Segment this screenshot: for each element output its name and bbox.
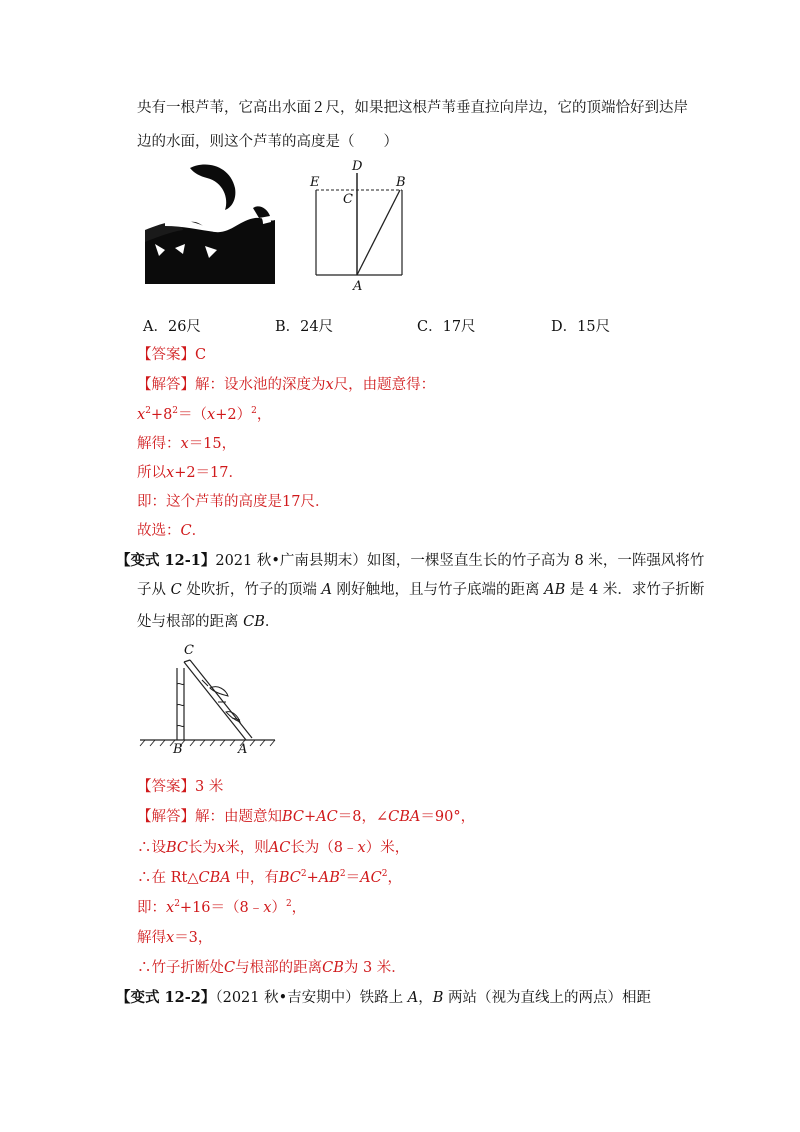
label-A: A xyxy=(353,279,363,294)
answer-2: 【答案】3 米 xyxy=(137,779,224,795)
choice-b: B．24尺 xyxy=(275,319,334,335)
variant-12-1-line-2: 子从 C 处吹折，竹子的顶端 A 刚好触地，且与竹子底端的距离 AB 是 4 米．求竹子折断 xyxy=(137,582,705,598)
solution-1-equation: $x^2+8^2=(x+2)^2$， xyxy=(137,406,272,423)
reed-geometry-figure xyxy=(300,155,420,295)
bamboo-figure xyxy=(140,640,280,755)
problem-text-line-1: 央有一根芦苇，它高出水面２尺，如果把这根芦苇垂直拉向岸边，它的顶端恰好到达岸 xyxy=(137,100,688,116)
solution-1-line-5: 即：这个芦苇的高度是17尺． xyxy=(137,494,330,510)
solution-1-line-4: 所以x+2＝17． xyxy=(137,465,244,481)
solution-2-line-2: ∴设BC长为x米，则AC长为（8﹣x）米， xyxy=(137,840,410,856)
choice-d: D．15尺 xyxy=(551,319,611,335)
choice-a: A．26尺 xyxy=(143,319,201,335)
label-B: B xyxy=(173,742,183,757)
answer-1: 【答案】C xyxy=(137,347,207,363)
label-B: B xyxy=(396,175,406,190)
solution-2-line-5: 解得x＝3， xyxy=(137,930,213,946)
solution-2-line-4: 即：$x^2+16=(8﹣x)^2$， xyxy=(137,899,307,916)
solution-1-line-6: 故选：C． xyxy=(137,523,207,539)
variant-12-2-line-1: 【变式 12-2】（2021 秋•吉安期中）铁路上 A，B 两站（视为直线上的两点）相距 xyxy=(116,989,652,1006)
label-E: E xyxy=(310,175,320,190)
variant-12-1-line-1: 【变式 12-1】2021 秋•广南县期末）如图，一棵竖直生长的竹子高为 8 米，一阵强风将竹 xyxy=(116,552,705,569)
variant-12-1-line-3: 处与根部的距离 CB． xyxy=(137,614,280,630)
label-A: A xyxy=(238,742,248,757)
label-C: C xyxy=(343,192,353,207)
solution-1-line-3: 解得：x＝15， xyxy=(137,436,237,452)
reed-photo xyxy=(145,160,275,284)
solution-2-line-6: ∴竹子折断处C与根部的距离CB为 3 米． xyxy=(137,960,406,976)
solution-1-line-1: 【解答】解：设水池的深度为x尺，由题意得： xyxy=(137,377,436,393)
label-C: C xyxy=(184,643,194,658)
problem-text-line-2: 边的水面，则这个芦苇的高度是（ ） xyxy=(137,134,398,150)
choice-c: C．17尺 xyxy=(417,319,476,335)
solution-2-line-3: ∴在 Rt△CBA 中，有$BC^2+AB^2=AC^2$， xyxy=(137,869,402,886)
solution-2-line-1: 【解答】解：由题意知BC+AC＝8，∠CBA＝90°， xyxy=(137,809,476,825)
label-D: D xyxy=(352,159,363,174)
